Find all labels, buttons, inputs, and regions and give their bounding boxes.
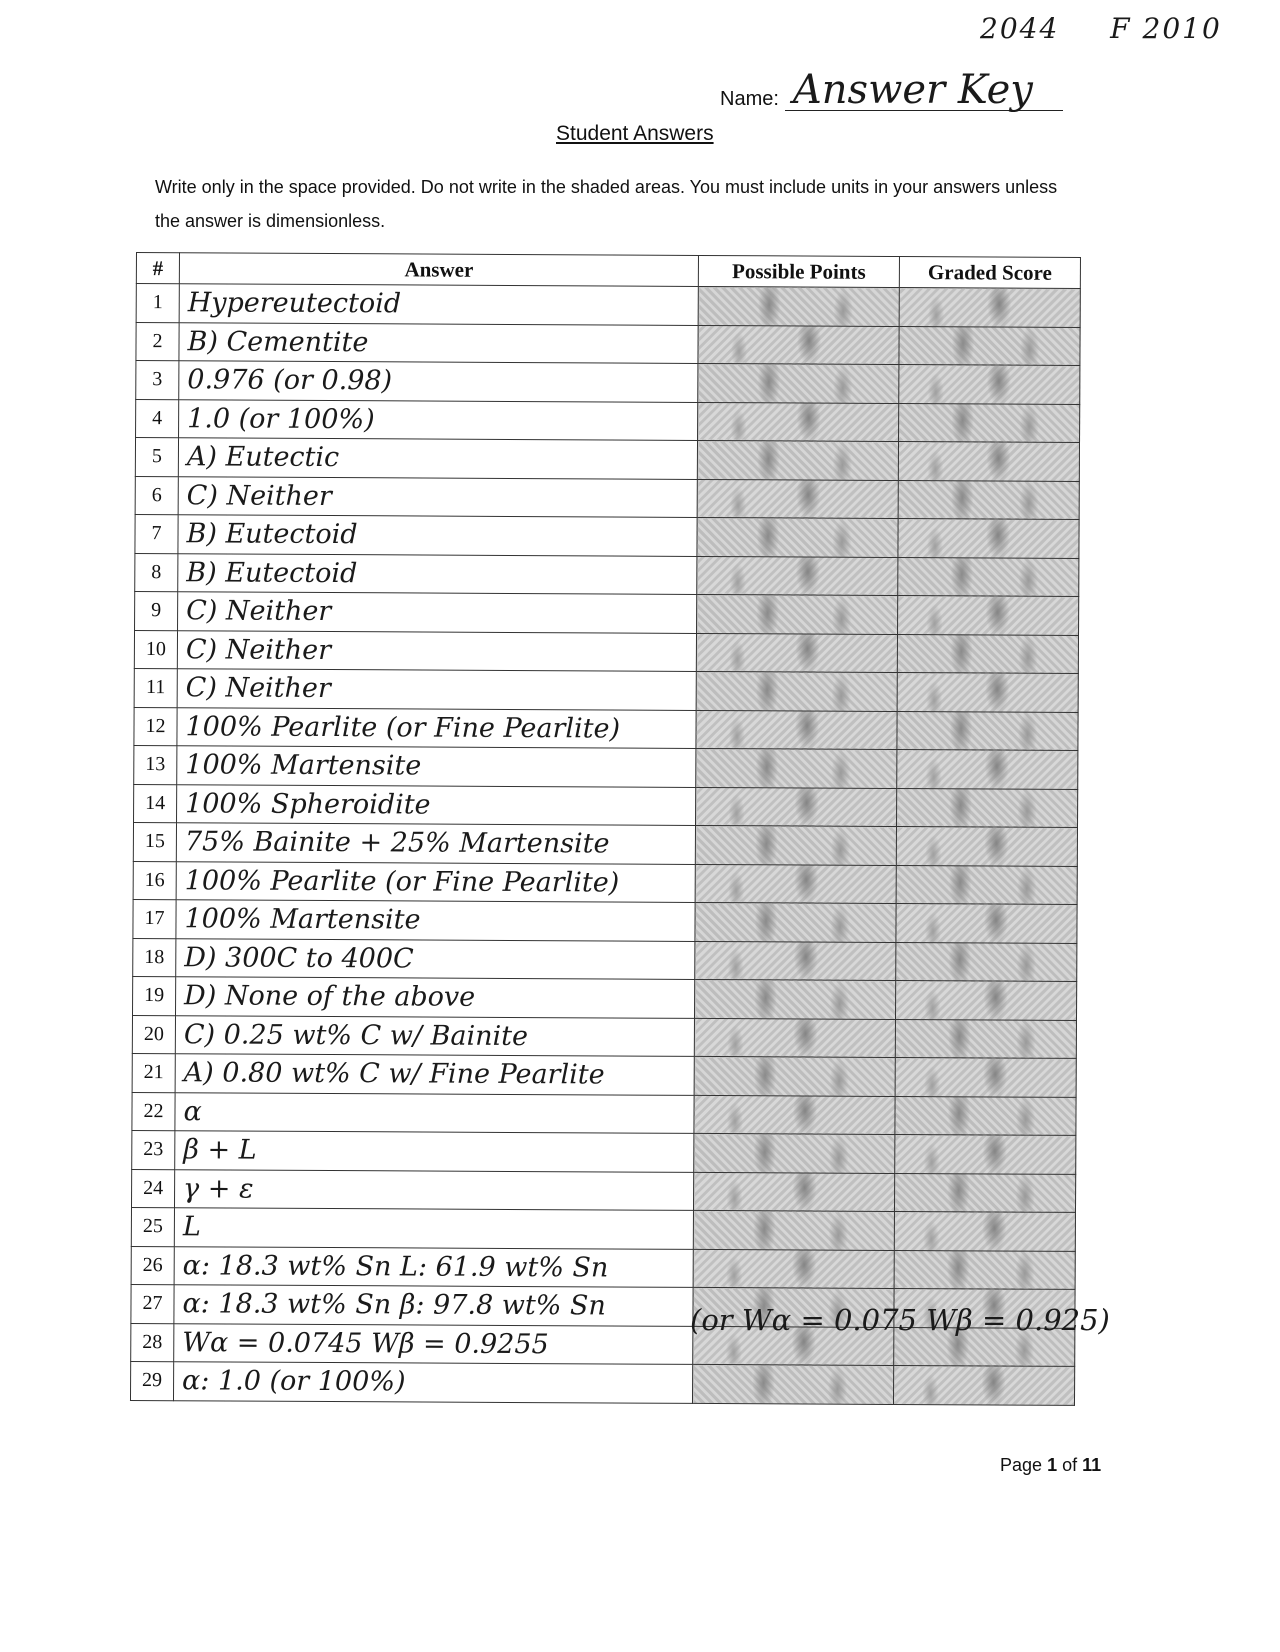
table-row <box>136 361 1080 404</box>
graded-score-cell <box>899 287 1080 326</box>
possible-points-cell <box>694 979 895 1019</box>
row-number: 22 <box>132 1092 175 1131</box>
graded-score-cell <box>896 865 1077 904</box>
graded-score-cell <box>898 441 1079 480</box>
answer-cell: 100% Martensite <box>177 746 696 787</box>
answer-cell: γ + ε <box>174 1169 693 1210</box>
possible-points-cell <box>695 864 896 904</box>
possible-points-cell <box>698 363 899 403</box>
graded-score-cell <box>897 749 1078 788</box>
term: F 2010 <box>1110 12 1222 45</box>
answer-cell: 100% Pearlite (or Fine Pearlite) <box>177 707 696 748</box>
graded-score-cell <box>896 826 1077 865</box>
possible-points-cell <box>692 1364 893 1404</box>
graded-score-cell <box>898 557 1079 596</box>
graded-score-cell <box>894 1173 1075 1212</box>
graded-score-cell <box>897 634 1078 673</box>
graded-score-cell <box>895 1057 1076 1096</box>
graded-score-cell <box>899 326 1080 365</box>
table-row <box>132 1130 1076 1173</box>
possible-points-cell <box>698 286 899 326</box>
course-code: 2044 <box>980 12 1060 45</box>
possible-points-cell <box>694 1018 895 1058</box>
table-row <box>135 476 1079 519</box>
possible-points-cell <box>696 633 897 673</box>
table-row <box>132 1053 1076 1096</box>
table-row <box>134 707 1078 750</box>
row-number: 23 <box>132 1130 175 1169</box>
table-row <box>133 861 1077 904</box>
possible-points-cell <box>696 748 897 788</box>
possible-points-cell <box>695 902 896 942</box>
table-row <box>135 591 1079 634</box>
table-row <box>135 514 1079 557</box>
graded-score-cell <box>897 672 1078 711</box>
possible-points-cell <box>697 594 898 634</box>
row-number: 29 <box>130 1361 173 1400</box>
table-row <box>131 1169 1075 1212</box>
answer-cell: α: 18.3 wt% Sn L: 61.9 wt% Sn <box>174 1246 693 1287</box>
header-graded-score: Graded Score <box>899 256 1080 288</box>
graded-score-cell <box>898 480 1079 519</box>
table-row <box>133 938 1077 981</box>
possible-points-cell <box>693 1172 894 1212</box>
table-row <box>134 784 1078 827</box>
graded-score-cell <box>895 980 1076 1019</box>
row28-alternate-note: (or Wα = 0.075 Wβ = 0.925) <box>690 1303 1110 1337</box>
row-number: 26 <box>131 1246 174 1285</box>
possible-points-cell <box>693 1249 894 1289</box>
corner-note <box>980 12 1240 45</box>
row-number: 11 <box>134 668 177 707</box>
answer-cell: C) Neither <box>177 669 696 710</box>
table-header-row <box>136 253 1080 289</box>
answer-cell: 100% Martensite <box>176 900 695 941</box>
answer-cell: Hypereutectoid <box>179 284 698 325</box>
row-number: 19 <box>133 976 176 1015</box>
row-number: 18 <box>133 938 176 977</box>
possible-points-cell <box>696 787 897 827</box>
possible-points-cell <box>694 1133 895 1173</box>
page-footer <box>1000 1455 1101 1476</box>
row-number: 28 <box>131 1323 174 1362</box>
table-row <box>131 1207 1075 1250</box>
answer-cell: Wα = 0.0745 Wβ = 0.9255 <box>174 1323 693 1364</box>
page-number: 1 <box>1047 1455 1058 1475</box>
table-row <box>133 976 1077 1019</box>
possible-points-cell <box>696 671 897 711</box>
answer-cell: C) Neither <box>178 592 697 633</box>
table-row <box>134 668 1078 711</box>
answer-cell: α <box>175 1092 694 1133</box>
of-label: of <box>1062 1455 1078 1475</box>
possible-points-cell <box>695 941 896 981</box>
graded-score-cell <box>898 518 1079 557</box>
graded-score-cell <box>898 595 1079 634</box>
row-number: 6 <box>135 476 178 515</box>
header-answer: Answer <box>179 253 698 287</box>
answer-cell: 1.0 (or 100%) <box>179 399 698 440</box>
row-number: 8 <box>135 553 178 592</box>
row-number: 13 <box>134 745 177 784</box>
row-number: 21 <box>132 1053 175 1092</box>
graded-score-cell <box>893 1365 1074 1404</box>
row-number: 14 <box>134 784 177 823</box>
table-row <box>134 745 1078 788</box>
row-number: 24 <box>131 1169 174 1208</box>
answer-cell: 100% Pearlite (or Fine Pearlite) <box>176 861 695 902</box>
header-possible-points: Possible Points <box>698 255 899 287</box>
answer-cell: 75% Bainite + 25% Martensite <box>176 823 695 864</box>
answer-cell: A) 0.80 wt% C w/ Fine Pearlite <box>175 1054 694 1095</box>
answer-cell: C) Neither <box>177 630 696 671</box>
possible-points-cell <box>698 325 899 365</box>
page-title: Student Answers <box>556 122 714 145</box>
table-row <box>134 630 1078 673</box>
possible-points-cell <box>694 1095 895 1135</box>
table-row <box>132 1092 1076 1135</box>
answer-cell: 0.976 (or 0.98) <box>179 361 698 402</box>
table-row <box>136 284 1080 327</box>
table-row <box>133 822 1077 865</box>
table-row <box>130 1361 1074 1404</box>
graded-score-cell <box>896 903 1077 942</box>
answer-cell: D) None of the above <box>176 977 695 1018</box>
graded-score-cell <box>896 942 1077 981</box>
row-number: 27 <box>131 1284 174 1323</box>
graded-score-cell <box>894 1250 1075 1289</box>
possible-points-cell <box>697 440 898 480</box>
answer-cell: 100% Spheroidite <box>177 784 696 825</box>
answer-cell: B) Eutectoid <box>178 553 697 594</box>
graded-score-cell <box>897 788 1078 827</box>
table-row <box>135 553 1079 596</box>
table-row <box>131 1246 1075 1289</box>
answer-cell: A) Eutectic <box>178 438 697 479</box>
row-number: 15 <box>133 822 176 861</box>
graded-score-cell <box>899 403 1080 442</box>
row-number: 7 <box>135 514 178 553</box>
row-number: 10 <box>134 630 177 669</box>
answer-cell: β + L <box>175 1131 694 1172</box>
answer-cell: α: 1.0 (or 100%) <box>173 1362 692 1403</box>
graded-score-cell <box>894 1211 1075 1250</box>
table-row <box>136 399 1080 442</box>
row-number: 16 <box>133 861 176 900</box>
possible-points-cell <box>698 402 899 442</box>
graded-score-cell <box>897 711 1078 750</box>
possible-points-cell <box>697 556 898 596</box>
table-row <box>136 322 1080 365</box>
possible-points-cell <box>693 1210 894 1250</box>
row-number: 20 <box>132 1015 175 1054</box>
row-number: 17 <box>133 899 176 938</box>
instructions: Write only in the space provided. Do not write in the shaded areas. You must include units in your answers unless the answer is dimensionless. <box>155 177 1058 231</box>
row-number: 3 <box>136 361 179 400</box>
row-number: 9 <box>135 591 178 630</box>
possible-points-cell <box>696 710 897 750</box>
answer-cell: D) 300C to 400C <box>176 938 695 979</box>
name-label: Name: <box>720 88 779 110</box>
table-row <box>133 899 1077 942</box>
possible-points-cell <box>694 1056 895 1096</box>
row-number: 12 <box>134 707 177 746</box>
graded-score-cell <box>899 364 1080 403</box>
answer-cell: C) 0.25 wt% C w/ Bainite <box>175 1015 694 1056</box>
page-total: 11 <box>1082 1455 1102 1475</box>
row-number: 4 <box>136 399 179 438</box>
answer-table <box>130 252 1081 1405</box>
row-number: 5 <box>135 438 178 477</box>
table-row <box>135 438 1079 481</box>
name-value: Answer Key <box>785 70 1063 111</box>
graded-score-cell <box>895 1096 1076 1135</box>
answer-cell: L <box>174 1208 693 1249</box>
answer-cell: B) Cementite <box>179 322 698 363</box>
possible-points-cell <box>697 517 898 557</box>
answer-cell: B) Eutectoid <box>178 515 697 556</box>
page-label: Page <box>1000 1455 1043 1475</box>
possible-points-cell <box>697 479 898 519</box>
answer-cell: C) Neither <box>178 476 697 517</box>
graded-score-cell <box>895 1134 1076 1173</box>
possible-points-cell <box>695 825 896 865</box>
row-number: 1 <box>136 284 179 323</box>
table-row <box>132 1015 1076 1058</box>
answer-cell: α: 18.3 wt% Sn β: 97.8 wt% Sn <box>174 1285 693 1326</box>
row-number: 2 <box>136 322 179 361</box>
name-line <box>720 67 1100 113</box>
graded-score-cell <box>895 1019 1076 1058</box>
header-num: # <box>136 253 179 284</box>
row-number: 25 <box>131 1207 174 1246</box>
